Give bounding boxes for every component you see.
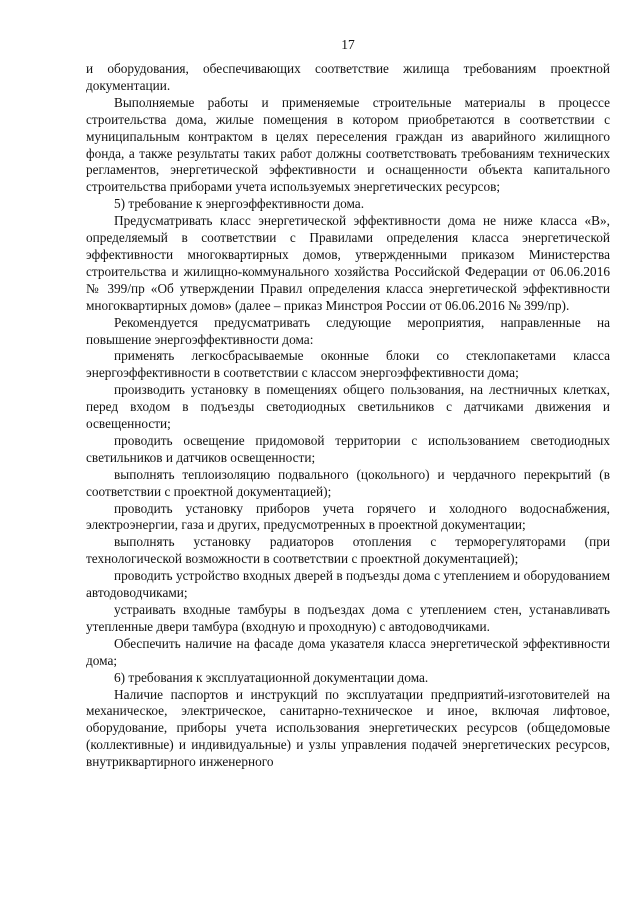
measure-windows: применять легкосбрасываемые оконные блоки со стеклопакетами класса энергоэффективности в соответствии с классом энергоэффективности дома; <box>86 348 610 381</box>
paragraph-energy-class: Предусматривать класс энергетической эффективности дома не ниже класса «В», определяемый в соответствии с Правилами определения класса энергетической эффективности многоквартирных домов, утвержденными приказом Министерства строительства и жилищно-коммунального хозяйства Российской Федерации от 06.06.2016 № 399/пр «Об утверждении Правил определения класса энергетической эффективности многоквартирных домов» (далее – приказ Минстроя России от 06.06.2016 № 399/пр). <box>86 213 610 313</box>
body-text <box>86 61 610 771</box>
page-number: 17 <box>341 37 355 52</box>
paragraph-construction-works: Выполняемые работы и применяемые строительные материалы в процессе строительства дома, жилые помещения в котором приобретаются в соответствии с муниципальным контрактом в целях переселения граждан из аварийного жилищного фонда, а также результаты таких работ должны соответствовать требованиям технических регламентов, энергетической эффективности и оснащенности объекта капитального строительства приборами учета используемых энергетических ресурсов; <box>86 94 610 195</box>
measure-led-common-areas: производить установку в помещениях общего пользования, на лестничных клетках, перед входом в подъезды светодиодных светильников с датчиками движения и освещенности; <box>86 382 610 432</box>
section-heading-documentation: 6) требования к эксплуатационной документации дома. <box>114 669 429 685</box>
measure-meters: проводить установку приборов учета горячего и холодного водоснабжения, электроэнергии, газа и других, предусмотренных в проектной документации; <box>86 500 610 533</box>
measure-insulation: выполнять теплоизоляцию подвального (цокольного) и чердачного перекрытий (в соответствии с проектной документацией); <box>86 466 610 499</box>
paragraph-facade-indicator: Обеспечить наличие на фасаде дома указателя класса энергетической эффективности дома; <box>86 635 610 668</box>
measure-vestibules: устраивать входные тамбуры в подъездах дома с утеплением стен, устанавливать утепленные двери тамбура (входную и проходную) с автодоводчиками. <box>86 602 610 634</box>
paragraph-continuation: и оборудования, обеспечивающих соответствие жилища требованиям проектной документации. <box>86 61 610 93</box>
paragraph-recommended-measures: Рекомендуется предусматривать следующие мероприятия, направленные на повышение энергоэффективности дома: <box>86 314 610 347</box>
section-heading-energy-efficiency: 5) требование к энергоэффективности дома. <box>114 196 365 212</box>
measure-radiators: выполнять установку радиаторов отопления с терморегуляторами (при технологической возможности в соответствии с проектной документацией); <box>86 534 610 567</box>
measure-entrance-doors: проводить устройство входных дверей в подъезды дома с утеплением и оборудованием автодоводчиками; <box>86 568 610 601</box>
paragraph-passports: Наличие паспортов и инструкций по эксплуатации предприятий-изготовителей на механическое, электрическое, санитарно-техническое и иное, включая лифтовое, оборудование, приборы учета использования энергетических ресурсов (общедомовые (коллективные) и индивидуальные) и узлы управления подачей энергетических ресурсов, внутриквартирного инженерного <box>86 686 610 770</box>
measure-yard-lighting: проводить освещение придомовой территории с использованием светодиодных светильников и датчиков освещенности; <box>86 432 610 465</box>
